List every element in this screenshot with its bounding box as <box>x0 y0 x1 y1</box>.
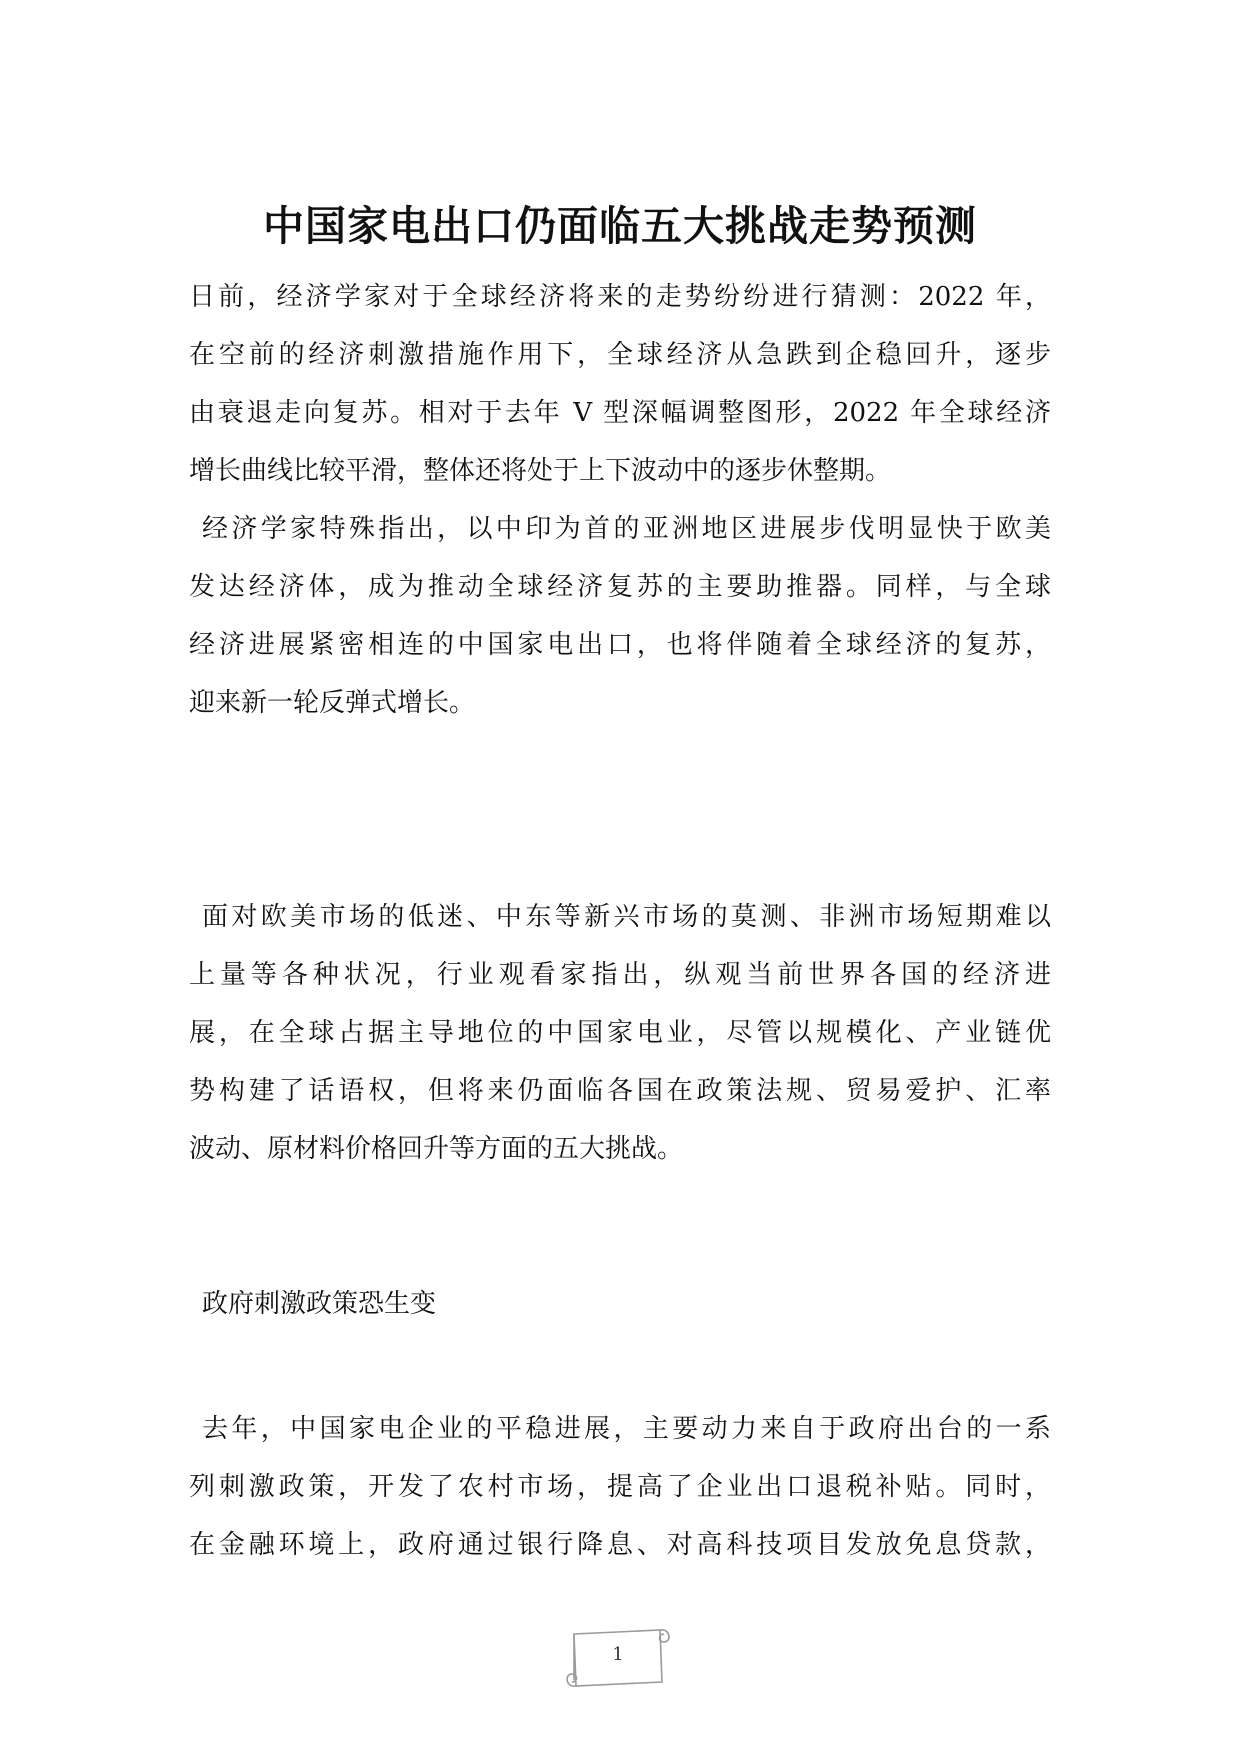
paragraph-line: 在金融环境上，政府通过银行降息、对高科技项目发放免息贷款， <box>189 1530 1051 1560</box>
paragraph-line: 去年，中国家电企业的平稳进展，主要动力来自于政府出台的一系 <box>202 1414 1051 1444</box>
paragraph-line: 面对欧美市场的低迷、中东等新兴市场的莫测、非洲市场短期难以 <box>202 902 1051 932</box>
paragraph-line: 势构建了话语权，但将来仍面临各国在政策法规、贸易爱护、汇率 <box>189 1076 1051 1106</box>
paragraph-2 <box>189 500 1051 732</box>
paragraph-1 <box>189 268 1051 500</box>
paragraph-line: 波动、原材料价格回升等方面的五大挑战。 <box>189 1134 684 1164</box>
paragraph-line: 在空前的经济刺激措施作用下，全球经济从急跌到企稳回升，逐步 <box>189 340 1051 370</box>
paragraph-line: 增长曲线比较平滑，整体还将处于上下波动中的逐步休整期。 <box>189 456 892 486</box>
document-title: 中国家电出口仍面临五大挑战走势预测 <box>263 202 977 250</box>
paragraph-line: 经济进展紧密相连的中国家电出口，也将伴随着全球经济的复苏， <box>189 630 1051 660</box>
paragraph-line: 列刺激政策，开发了农村市场，提高了企业出口退税补贴。同时， <box>189 1472 1051 1502</box>
paragraph-3 <box>189 888 1051 1178</box>
section-heading: 政府刺激政策恐生变 <box>202 1289 437 1319</box>
paragraph-line: 迎来新一轮反弹式增长。 <box>189 688 476 718</box>
paragraph-line: 经济学家特殊指出，以中印为首的亚洲地区进展步伐明显快于欧美 <box>202 514 1051 544</box>
paragraph-4 <box>189 1400 1051 1574</box>
paragraph-line: 日前，经济学家对于全球经济将来的走势纷纷进行猜测：2022 年， <box>189 282 1051 312</box>
paragraph-line: 由衰退走向复苏。相对于去年 V 型深幅调整图形，2022 年全球经济 <box>189 398 1051 428</box>
paragraph-line: 发达经济体，成为推动全球经济复苏的主要助推器。同样，与全球 <box>189 572 1051 602</box>
page-footer <box>560 1620 676 1700</box>
paragraph-line: 上量等各种状况，行业观看家指出，纵观当前世界各国的经济进 <box>189 960 1051 990</box>
paragraph-line: 展，在全球占据主导地位的中国家电业，尽管以规模化、产业链优 <box>189 1018 1051 1048</box>
page-number: 1 <box>612 1644 624 1665</box>
